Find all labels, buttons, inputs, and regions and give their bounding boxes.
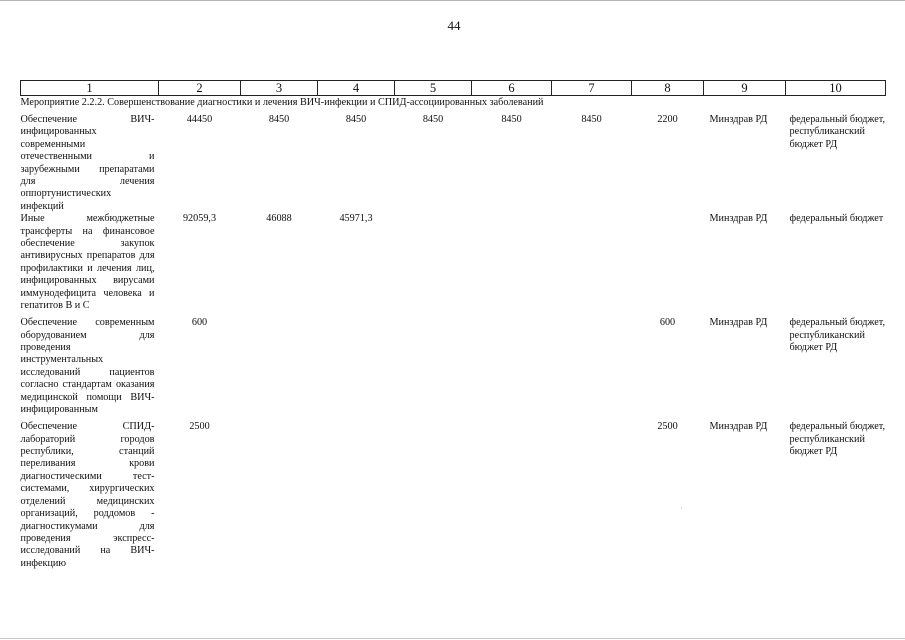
measure-description: Обеспечение СПИД-лабораторий городов республики, станций переливания крови диагностическими тест-системами, хирургических отделений медицинских организаций, роддомов - диагностикумами для проведения экспресс-исследований на ВИЧ-инфекцию xyxy=(20,421,155,569)
measure-description: Иные межбюджетные трансферты на финансовое обеспечение закупок антивирусных препаратов для профилактики и лечения лиц, инфицированных вирусами иммунодефицита человека и гепатитов В и С xyxy=(20,213,155,312)
value-cell: 2500 xyxy=(189,421,210,433)
table-row xyxy=(21,213,886,317)
value-cell: 600 xyxy=(191,317,208,329)
value-cell xyxy=(395,421,472,570)
value-cell xyxy=(241,421,318,570)
value-cell: 600 xyxy=(659,317,676,329)
value-cell: 2500 xyxy=(657,421,678,433)
funding-source: федеральный бюджет, республиканский бюджет РД xyxy=(789,317,886,354)
column-header: 10 xyxy=(786,81,886,96)
value-cell: 44450 xyxy=(186,114,213,125)
funding-source: федеральный бюджет xyxy=(789,213,884,225)
value-cell xyxy=(472,421,552,570)
column-header: 5 xyxy=(395,81,472,96)
value-cell xyxy=(395,317,472,421)
responsible-executor: Минздрав РД xyxy=(709,421,768,433)
value-cell xyxy=(472,317,552,421)
table-header xyxy=(21,81,886,96)
value-cell xyxy=(472,213,552,317)
value-cell xyxy=(552,317,632,421)
column-number-row xyxy=(21,81,886,96)
responsible-executor: Минздрав РД xyxy=(709,213,768,225)
measure-description: Обеспечение современным оборудованием для проведения инструментальных исследований пациентов согласно стандартам оказания медицинской помощи ВИЧ-инфицированным xyxy=(20,317,155,416)
measure-description: Обеспечение ВИЧ-инфицированных современными отечественными и зарубежными препаратами для лечения оппортунистических инфекций xyxy=(20,114,155,212)
responsible-executor: Минздрав РД xyxy=(709,317,768,329)
funding-source: федеральный бюджет, республиканский бюджет РД xyxy=(789,421,886,458)
table-row xyxy=(21,109,886,213)
column-header: 1 xyxy=(21,81,159,96)
value-cell xyxy=(632,213,704,317)
responsible-executor: Минздрав РД xyxy=(709,114,768,125)
value-cell: 46088 xyxy=(266,213,292,225)
value-cell: 45971,3 xyxy=(339,213,373,225)
column-header: 6 xyxy=(472,81,552,96)
value-cell xyxy=(552,421,632,570)
value-cell xyxy=(241,317,318,421)
column-header: 4 xyxy=(318,81,395,96)
column-header: 3 xyxy=(241,81,318,96)
value-cell: 92059,3 xyxy=(182,213,217,225)
value-cell: 8450 xyxy=(345,114,367,125)
column-header: 8 xyxy=(632,81,704,96)
table-row xyxy=(21,317,886,421)
value-cell: 8450 xyxy=(581,114,602,125)
value-cell xyxy=(395,213,472,317)
column-header: 7 xyxy=(552,81,632,96)
section-title: Мероприятие 2.2.2. Совершенствование диагностики и лечения ВИЧ-инфекции и СПИД-ассоциированных заболеваний xyxy=(20,97,544,108)
value-cell: 8450 xyxy=(422,114,444,125)
value-cell: 8450 xyxy=(268,114,290,125)
value-cell xyxy=(318,421,395,570)
column-header: 2 xyxy=(159,81,241,96)
value-cell: 8450 xyxy=(501,114,522,125)
top-edge-rule xyxy=(0,0,905,1)
scan-speck xyxy=(681,507,682,508)
value-cell xyxy=(318,317,395,421)
page-number: 44 xyxy=(447,18,461,33)
value-cell xyxy=(552,213,632,317)
bottom-edge-rule xyxy=(0,638,905,639)
funding-source: федеральный бюджет, республиканский бюджет РД xyxy=(789,114,886,150)
value-cell: 2200 xyxy=(657,114,678,125)
table-row xyxy=(21,421,886,570)
column-header: 9 xyxy=(704,81,786,96)
measures-table xyxy=(20,80,886,570)
section-title-row xyxy=(21,96,886,110)
